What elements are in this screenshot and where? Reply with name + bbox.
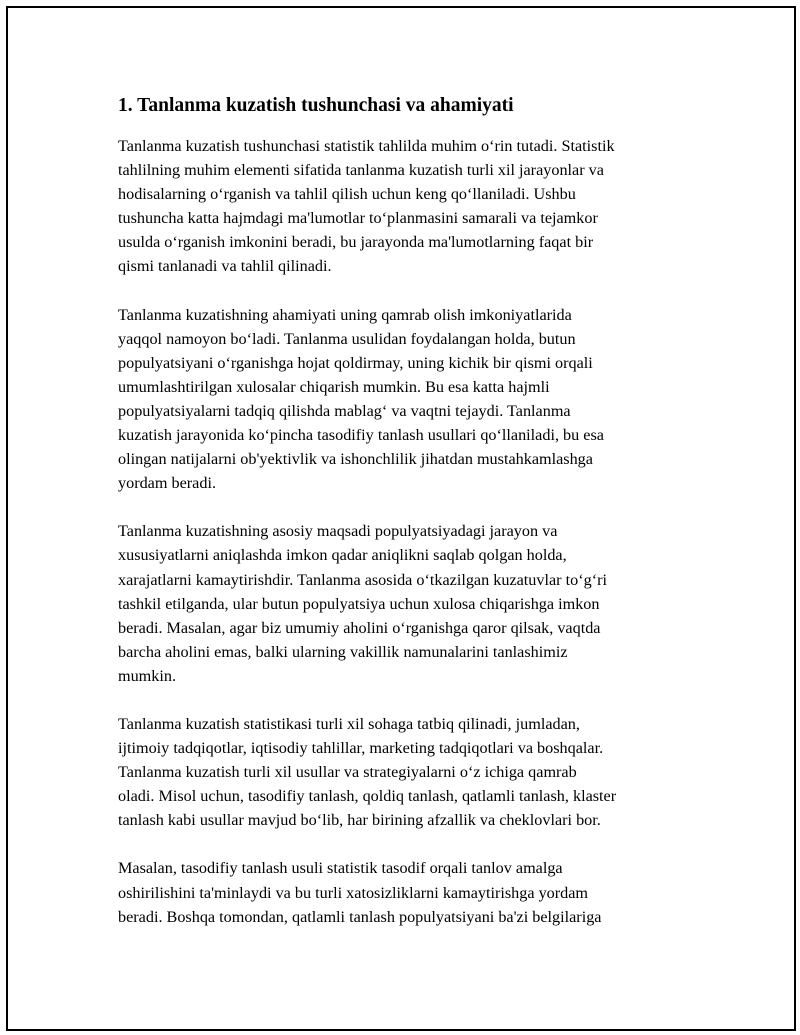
- paragraph-line: tanlash kabi usullar mavjud bo‘lib, har birining afzallik va cheklovlari bor.: [118, 811, 601, 830]
- paragraph-line: Tanlanma kuzatishning ahamiyati uning qamrab olish imkoniyatlarida: [118, 305, 572, 324]
- paragraph-line: mumkin.: [118, 666, 177, 685]
- paragraph-line: populyatsiyalarni tadqiq qilishda mablag‘ va vaqtni tejaydi. Tanlanma: [118, 401, 571, 420]
- paragraph: [118, 519, 698, 688]
- paragraph-line: yordam beradi.: [118, 474, 216, 493]
- paragraph-line: hodisalarning o‘rganish va tahlil qilish uchun keng qo‘llaniladi. Ushbu: [118, 185, 576, 204]
- paragraph-line: yaqqol namoyon bo‘ladi. Tanlanma usulidan foydalangan holda, butun: [118, 329, 576, 348]
- paragraph-line: tashkil etilganda, ular butun populyatsiya uchun xulosa chiqarishga imkon: [118, 594, 600, 613]
- paragraph: [118, 303, 698, 496]
- paragraph-line: barcha aholini emas, balki ularning vakillik namunalarini tanlashimiz: [118, 642, 568, 661]
- paragraph-line: Tanlanma kuzatish statistikasi turli xil sohaga tatbiq qilinadi, jumladan,: [118, 714, 580, 733]
- paragraph: [118, 856, 698, 928]
- paragraphs-container: [118, 134, 698, 929]
- paragraph-line: tahlilning muhim elementi sifatida tanlanma kuzatish turli xil jarayonlar va: [118, 161, 604, 180]
- paragraph-line: Masalan, tasodifiy tanlash usuli statistik tasodif orqali tanlov amalga: [118, 859, 563, 878]
- paragraph-line: ijtimoiy tadqiqotlar, iqtisodiy tahlillar, marketing tadqiqotlari va boshqalar.: [118, 739, 604, 758]
- paragraph-line: olingan natijalarni ob'yektivlik va ishonchlilik jihatdan mustahkamlashga: [118, 450, 593, 469]
- paragraph-line: xususiyatlarni aniqlashda imkon qadar aniqlikni saqlab qolgan holda,: [118, 546, 567, 565]
- paragraph-line: oshirilishini ta'minlaydi va bu turli xatosizliklarni kamaytirishga yordam: [118, 883, 589, 902]
- paragraph-line: Tanlanma kuzatish turli xil usullar va strategiyalarni o‘z ichiga qamrab: [118, 763, 577, 782]
- paragraph: [118, 134, 698, 279]
- paragraph-line: tushuncha katta hajmdagi ma'lumotlar to‘planmasini samarali va tejamkor: [118, 209, 598, 228]
- paragraph-line: oladi. Misol uchun, tasodifiy tanlash, qoldiq tanlash, qatlamli tanlash, klaster: [118, 787, 617, 806]
- paragraph-line: xarajatlarni kamaytirishdir. Tanlanma asosida o‘tkazilgan kuzatuvlar to‘g‘ri: [118, 570, 607, 589]
- paragraph-line: beradi. Masalan, agar biz umumiy aholini o‘rganishga qaror qilsak, vaqtda: [118, 618, 601, 637]
- paragraph-line: Tanlanma kuzatish tushunchasi statistik tahlilda muhim o‘rin tutadi. Statistik: [118, 137, 615, 155]
- paragraph: [118, 712, 698, 832]
- paragraph-line: populyatsiyani o‘rganishga hojat qoldirmay, uning kichik bir qismi orqali: [118, 353, 593, 372]
- paragraph-line: Tanlanma kuzatishning asosiy maqsadi populyatsiyadagi jarayon va: [118, 522, 558, 541]
- document-body: [118, 92, 698, 953]
- paragraph-line: umumlashtirilgan xulosalar chiqarish mumkin. Bu esa katta hajmli: [118, 377, 550, 396]
- paragraph-line: beradi. Boshqa tomondan, qatlamli tanlash populyatsiyani ba'zi belgilariga: [118, 907, 602, 926]
- paragraph-line: qismi tanlanadi va tahlil qilinadi.: [118, 257, 332, 276]
- paragraph-line: usulda o‘rganish imkonini beradi, bu jarayonda ma'lumotlarning faqat bir: [118, 233, 594, 252]
- paragraph-line: kuzatish jarayonida ko‘pincha tasodifiy tanlash usullari qo‘llaniladi, bu esa: [118, 426, 604, 445]
- section-heading: 1. Tanlanma kuzatish tushunchasi va ahamiyati: [118, 95, 514, 116]
